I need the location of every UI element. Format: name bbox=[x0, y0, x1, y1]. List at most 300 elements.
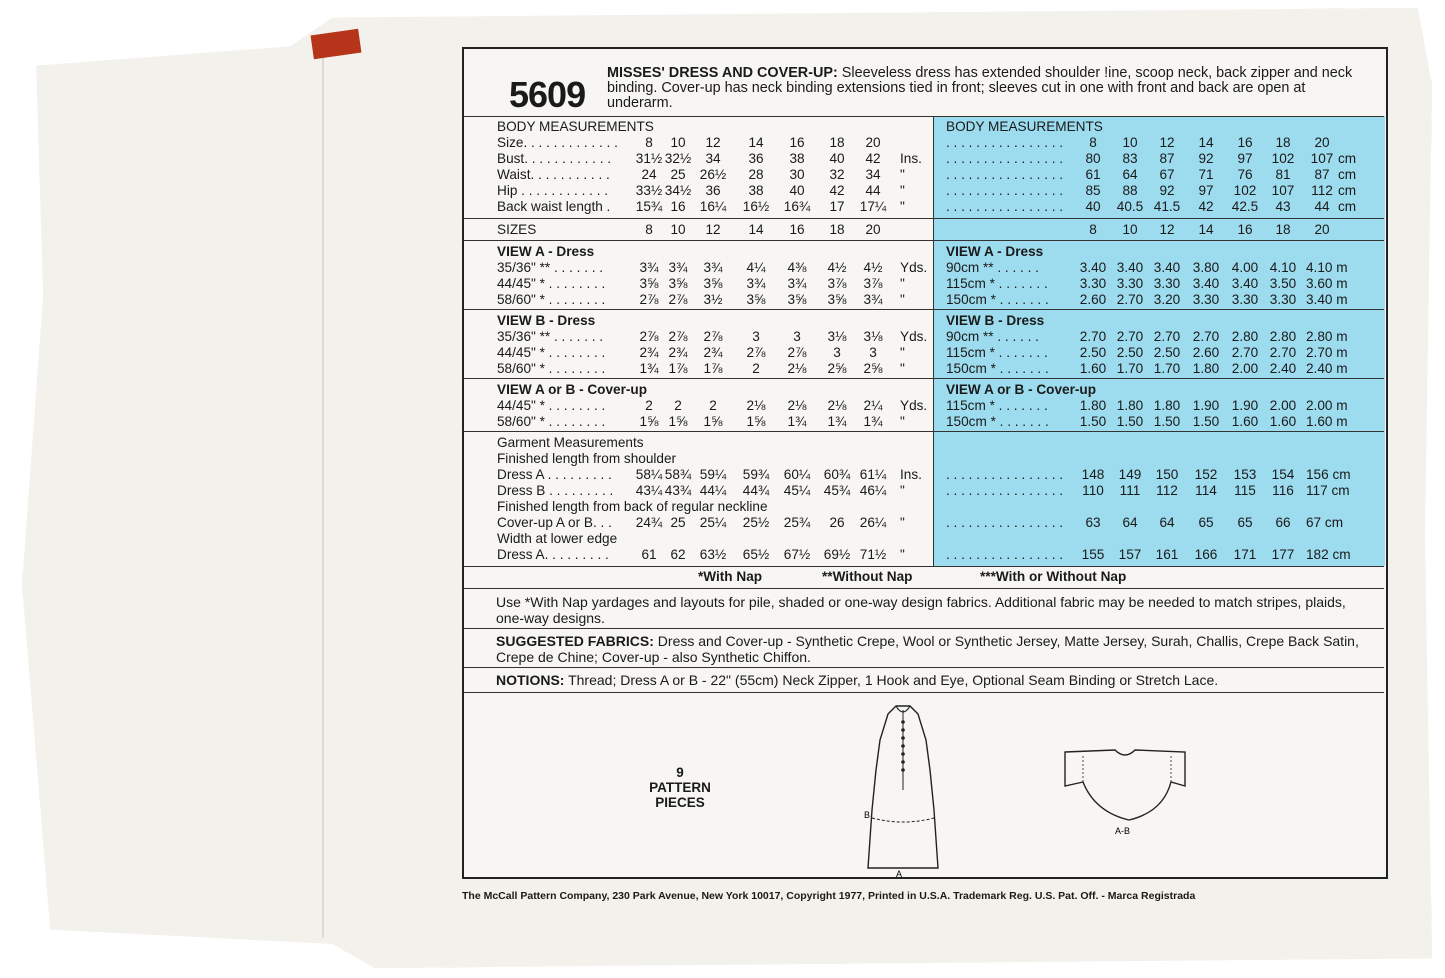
body-measurements-header: BODY MEASUREMENTS bbox=[497, 119, 654, 134]
fabric-width-label: 58/60" * . . . . . . . . bbox=[497, 414, 606, 429]
size-value: 12 bbox=[705, 222, 721, 237]
coverup-length: 25¼ bbox=[699, 515, 727, 530]
metric-body-value: 71 bbox=[1198, 167, 1214, 182]
yardage-value: 2 bbox=[674, 398, 682, 413]
body-value: 42 bbox=[829, 183, 845, 198]
description-title: MISSES' DRESS AND COVER-UP: bbox=[607, 65, 838, 81]
body-value: 40 bbox=[829, 151, 845, 166]
metric-dress-b-length: 110 bbox=[1082, 483, 1104, 498]
body-value: 16 bbox=[789, 135, 805, 150]
metric-body-value: 44 bbox=[1314, 199, 1330, 214]
coverup-label: A-B bbox=[1115, 826, 1131, 836]
body-value: 34 bbox=[865, 167, 881, 182]
metric-yardage-value: 1.80 bbox=[1116, 398, 1144, 413]
metric-dress-b-length: 111 bbox=[1119, 483, 1141, 498]
metric-yardage-value: 2.70 bbox=[1192, 329, 1220, 344]
metric-fabric-width-label: 115cm * . . . . . . . bbox=[946, 345, 1048, 360]
metric-coverup-length: 67 cm bbox=[1306, 515, 1344, 530]
metric-dress-a-length: 153 bbox=[1233, 467, 1257, 482]
metric-body-value: 10 bbox=[1122, 135, 1138, 150]
metric-body-value: 83 bbox=[1122, 151, 1138, 166]
yardage-value: 4¼ bbox=[746, 260, 766, 275]
metric-yardage-value: 4.00 bbox=[1231, 260, 1259, 275]
metric-body-value: 76 bbox=[1237, 167, 1253, 182]
metric-yardage-value: 3.50 bbox=[1269, 276, 1297, 291]
metric-width-value: 157 bbox=[1118, 547, 1142, 562]
metric-coverup-length: 63 bbox=[1085, 515, 1101, 530]
fabric-width-label: 44/45" * . . . . . . . . bbox=[497, 398, 606, 413]
metric-yardage-value: 3.40 bbox=[1116, 260, 1144, 275]
size-value: 20 bbox=[865, 222, 881, 237]
metric-dot-leader: . . . . . . . . . . . . . . . . bbox=[946, 199, 1064, 214]
metric-yardage-value: 2.50 bbox=[1116, 345, 1144, 360]
metric-dot-leader: . . . . . . . . . . . . . . . . bbox=[946, 135, 1064, 150]
metric-yardage-value: 1.60 bbox=[1269, 414, 1297, 429]
table-divider bbox=[463, 566, 1384, 567]
body-value: 16¼ bbox=[699, 199, 727, 214]
table-divider bbox=[463, 240, 1384, 241]
yardage-value: 2⅞ bbox=[668, 292, 688, 307]
metric-yardage-value: 2.70 bbox=[1116, 292, 1144, 307]
dress-b-length: 44¾ bbox=[742, 483, 770, 498]
unit-label: " bbox=[900, 547, 905, 562]
size-value: 10 bbox=[670, 222, 686, 237]
yardage-value: 4½ bbox=[863, 260, 883, 275]
notions bbox=[496, 672, 1366, 688]
metric-yardage-value: 2.80 bbox=[1269, 329, 1297, 344]
yardage-value: 3¾ bbox=[703, 260, 723, 275]
metric-yardage-value: 1.60 bbox=[1079, 361, 1107, 376]
metric-fabric-width-label: 90cm ** . . . . . . bbox=[946, 260, 1039, 275]
metric-body-value: 85 bbox=[1085, 183, 1101, 198]
unit-label: " bbox=[900, 361, 905, 376]
metric-yardage-value: 1.50 bbox=[1079, 414, 1107, 429]
width-dress-a-label: Dress A. . . . . . . . . bbox=[497, 547, 609, 562]
metric-body-value: 87 bbox=[1159, 151, 1175, 166]
metric-width-value: 166 bbox=[1194, 547, 1218, 562]
table-divider bbox=[463, 378, 1384, 379]
yardage-value: 2 bbox=[709, 398, 717, 413]
dress-a-length: 59¾ bbox=[742, 467, 770, 482]
width-value: 63½ bbox=[699, 547, 727, 562]
yardage-value: 1¾ bbox=[863, 414, 883, 429]
unit-label: " bbox=[900, 483, 905, 498]
metric-body-value: 107 bbox=[1310, 151, 1334, 166]
metric-body-value: 80 bbox=[1085, 151, 1101, 166]
metric-yardage-value: 3.40 bbox=[1153, 260, 1181, 275]
metric-yardage-value: 2.80 bbox=[1231, 329, 1259, 344]
metric-coverup-length: 65 bbox=[1237, 515, 1253, 530]
metric-yardage-value: 2.70 bbox=[1231, 345, 1259, 360]
unit-label: Ins. bbox=[900, 151, 922, 166]
metric-yardage-value: 1.90 bbox=[1192, 398, 1220, 413]
dress-a-length: 60¼ bbox=[783, 467, 811, 482]
metric-dress-a-length: 148 bbox=[1081, 467, 1105, 482]
metric-body-value: 40 bbox=[1085, 199, 1101, 214]
yardage-value: 3⅞ bbox=[827, 276, 847, 291]
metric-coverup-length: 64 bbox=[1122, 515, 1138, 530]
yardage-value: 4½ bbox=[827, 260, 847, 275]
section-title: VIEW B - Dress bbox=[497, 313, 596, 328]
pattern-number: 5609 bbox=[509, 74, 586, 115]
body-row-label: Hip . . . . . . . . . . . . bbox=[497, 183, 609, 198]
metric-size-value: 8 bbox=[1089, 222, 1097, 237]
metric-yardage-value: 2.80 m bbox=[1306, 329, 1348, 344]
metric-yardage-value: 2.40 m bbox=[1306, 361, 1348, 376]
coverup-length: 25¾ bbox=[783, 515, 811, 530]
metric-dress-a-length: 154 bbox=[1271, 467, 1295, 482]
dress-b-length: 43¼ bbox=[635, 483, 663, 498]
metric-dress-a-length: 150 bbox=[1155, 467, 1179, 482]
yardage-value: 2⅞ bbox=[668, 329, 688, 344]
width-value: 65½ bbox=[742, 547, 770, 562]
metric-dress-b-length: 114 bbox=[1195, 483, 1217, 498]
divider bbox=[463, 692, 1384, 693]
sizes-label: SIZES bbox=[497, 222, 537, 237]
dress-a-length: 61¼ bbox=[859, 467, 887, 482]
metric-yardage-value: 2.70 m bbox=[1306, 345, 1348, 360]
unit-label: " bbox=[900, 414, 905, 429]
metric-yardage-value: 1.50 bbox=[1153, 414, 1181, 429]
fabrics-label: SUGGESTED FABRICS: bbox=[496, 633, 654, 649]
metric-body-value: 41.5 bbox=[1153, 199, 1181, 214]
yardage-value: 1⅝ bbox=[668, 414, 688, 429]
metric-coverup-length: 65 bbox=[1198, 515, 1214, 530]
metric-body-value: 18 bbox=[1275, 135, 1291, 150]
yardage-value: 1⅝ bbox=[703, 414, 723, 429]
body-value: 16½ bbox=[742, 199, 770, 214]
width-value: 67½ bbox=[783, 547, 811, 562]
yardage-value: 1¾ bbox=[827, 414, 847, 429]
body-row-label: Bust. . . . . . . . . . . . bbox=[497, 151, 612, 166]
yardage-value: 3⅝ bbox=[668, 276, 688, 291]
metric-body-value: 8 bbox=[1089, 135, 1097, 150]
section-title: VIEW A - Dress bbox=[497, 244, 595, 259]
metric-yardage-value: 3.20 bbox=[1153, 292, 1181, 307]
metric-body-value: 64 bbox=[1122, 167, 1138, 182]
metric-dress-b-length: 116 bbox=[1272, 483, 1294, 498]
description-text: Sleeveless dress has extended shoulder !ine, scoop neck, back zipper and neck binding. Cover-up has neck binding extensions tied in front; sleeves cut in one with front and back are open at underarm. bbox=[607, 65, 1353, 111]
metric-dress-a-length: 156 cm bbox=[1306, 467, 1351, 482]
metric-yardage-value: 3.30 bbox=[1192, 292, 1220, 307]
unit-label: cm bbox=[1338, 183, 1357, 198]
metric-coverup-length: 66 bbox=[1275, 515, 1291, 530]
yardage-value: 3⅛ bbox=[827, 329, 847, 344]
width-value: 71½ bbox=[859, 547, 887, 562]
metric-size-value: 10 bbox=[1122, 222, 1138, 237]
body-value: 12 bbox=[705, 135, 721, 150]
coverup-length: 26 bbox=[829, 515, 845, 530]
fabric-width-label: 44/45" * . . . . . . . . bbox=[497, 345, 606, 360]
yardage-value: 2⅛ bbox=[787, 361, 807, 376]
table-divider bbox=[463, 218, 1384, 219]
metric-width-value: 182 cm bbox=[1306, 547, 1351, 562]
pieces-number: 9 bbox=[676, 765, 684, 780]
envelope-fold bbox=[322, 38, 324, 938]
unit-label: Ins. bbox=[900, 467, 922, 482]
unit-label: " bbox=[900, 183, 905, 198]
metric-yardage-value: 1.70 bbox=[1116, 361, 1144, 376]
nap-paragraph: Use *With Nap yardages and layouts for pile, shaded or one-way design fabrics. Additional fabric may be needed to match stripes, plaids, one-way designs. bbox=[496, 594, 1346, 626]
metric-dress-b-length: 115 bbox=[1234, 483, 1256, 498]
coverup-sketch bbox=[1055, 740, 1195, 840]
yardage-value: 3¾ bbox=[787, 276, 807, 291]
yardage-value: 1⅝ bbox=[639, 414, 659, 429]
metric-yardage-value: 2.70 bbox=[1269, 345, 1297, 360]
metric-dot-leader: . . . . . . . . . . . . . . . . bbox=[946, 547, 1064, 562]
yardage-value: 2⅝ bbox=[827, 361, 847, 376]
dress-b-length: 45¼ bbox=[783, 483, 811, 498]
metric-yardage-value: 1.80 bbox=[1192, 361, 1220, 376]
metric-yardage-value: 2.60 bbox=[1079, 292, 1107, 307]
body-value: 16¾ bbox=[783, 199, 811, 214]
metric-body-value: 42 bbox=[1198, 199, 1214, 214]
yardage-value: 1¾ bbox=[639, 361, 659, 376]
dress-b-length: 44¼ bbox=[699, 483, 727, 498]
body-value: 36 bbox=[748, 151, 764, 166]
metric-yardage-value: 2.00 bbox=[1231, 361, 1259, 376]
width-value: 69½ bbox=[823, 547, 851, 562]
metric-body-measurements-header: BODY MEASUREMENTS bbox=[946, 119, 1103, 134]
yardage-value: 3¾ bbox=[639, 260, 659, 275]
metric-yardage-value: 3.30 bbox=[1079, 276, 1107, 291]
size-value: 18 bbox=[829, 222, 845, 237]
unit-label: " bbox=[900, 167, 905, 182]
yardage-value: 3⅝ bbox=[787, 292, 807, 307]
fabrics-text: Dress and Cover-up - Synthetic Crepe, Wool or Synthetic Jersey, Matte Jersey, Surah, Challis, Crepe Back Satin, Crepe de Chine; Cover-up - also Synthetic Chiffon. bbox=[496, 633, 1359, 665]
metric-size-value: 12 bbox=[1159, 222, 1175, 237]
yardage-value: 2⅛ bbox=[746, 398, 766, 413]
metric-yardage-value: 4.10 m bbox=[1306, 260, 1348, 275]
yardage-value: 2⅞ bbox=[639, 292, 659, 307]
unit-label: " bbox=[900, 199, 905, 214]
yardage-value: 3 bbox=[793, 329, 801, 344]
metric-body-value: 102 bbox=[1233, 183, 1257, 198]
metric-width-value: 161 bbox=[1155, 547, 1179, 562]
yardage-value: 3¾ bbox=[863, 292, 883, 307]
body-value: 10 bbox=[670, 135, 686, 150]
body-value: 38 bbox=[748, 183, 764, 198]
yardage-value: 3⅛ bbox=[863, 329, 883, 344]
metric-fabric-width-label: 150cm * . . . . . . . bbox=[946, 361, 1049, 376]
dress-b-length: 46¼ bbox=[859, 483, 887, 498]
metric-section-title: VIEW A - Dress bbox=[946, 244, 1044, 259]
metric-yardage-value: 2.00 bbox=[1269, 398, 1297, 413]
metric-body-value: 97 bbox=[1198, 183, 1214, 198]
body-value: 17¼ bbox=[859, 199, 887, 214]
metric-yardage-value: 3.40 bbox=[1231, 276, 1259, 291]
yardage-value: 2 bbox=[752, 361, 760, 376]
unit-label: Yds. bbox=[900, 398, 928, 413]
width-value: 62 bbox=[670, 547, 686, 562]
coverup-length: 26¼ bbox=[859, 515, 887, 530]
metric-dot-leader: . . . . . . . . . . . . . . . . bbox=[946, 467, 1064, 482]
metric-body-value: 107 bbox=[1271, 183, 1295, 198]
body-row-label: Back waist length . bbox=[497, 199, 611, 214]
body-value: 28 bbox=[748, 167, 764, 182]
publisher-footer: The McCall Pattern Company, 230 Park Avenue, New York 10017, Copyright 1977, Printed in U.S.A. Trademark Reg. U.S. Pat. Off. - Marca Registrada bbox=[462, 890, 1196, 902]
metric-body-value: 87 bbox=[1314, 167, 1330, 182]
yardage-value: 1⅞ bbox=[668, 361, 688, 376]
yardage-value: 2⅞ bbox=[787, 345, 807, 360]
yardage-value: 2⅛ bbox=[787, 398, 807, 413]
body-value: 42 bbox=[865, 151, 881, 166]
metric-yardage-value: 1.70 bbox=[1153, 361, 1181, 376]
dress-a-label: Dress A . . . . . . . . . bbox=[497, 467, 612, 482]
body-value: 44 bbox=[865, 183, 881, 198]
metric-dot-leader: . . . . . . . . . . . . . . . . bbox=[946, 151, 1064, 166]
dress-a-label: A bbox=[896, 869, 903, 878]
width-lower-edge: Width at lower edge bbox=[497, 531, 618, 546]
metric-body-value: 112 bbox=[1311, 183, 1333, 198]
metric-yardage-value: 2.50 bbox=[1153, 345, 1181, 360]
pieces-line2: PIECES bbox=[655, 795, 705, 810]
metric-size-value: 20 bbox=[1314, 222, 1330, 237]
yardage-value: 3 bbox=[833, 345, 841, 360]
metric-yardage-value: 3.30 bbox=[1269, 292, 1297, 307]
metric-yardage-value: 2.70 bbox=[1116, 329, 1144, 344]
metric-dress-a-length: 152 bbox=[1194, 467, 1218, 482]
finished-length-shoulder: Finished length from shoulder bbox=[497, 451, 677, 466]
suggested-fabrics bbox=[496, 633, 1366, 665]
metric-body-value: 102 bbox=[1271, 151, 1295, 166]
divider bbox=[463, 667, 1384, 668]
metric-dot-leader: . . . . . . . . . . . . . . . . bbox=[946, 515, 1064, 530]
metric-section-title: VIEW A or B - Cover-up bbox=[946, 382, 1097, 397]
yardage-value: 3⅞ bbox=[863, 276, 883, 291]
metric-yardage-value: 1.90 bbox=[1231, 398, 1259, 413]
table-divider bbox=[463, 309, 1384, 310]
yardage-value: 3⅝ bbox=[703, 276, 723, 291]
yardage-value: 2⅞ bbox=[703, 329, 723, 344]
note-with-or-without-nap: ***With or Without Nap bbox=[980, 569, 1127, 584]
metric-yardage-value: 1.60 bbox=[1231, 414, 1259, 429]
size-value: 16 bbox=[789, 222, 805, 237]
body-value: 33½ bbox=[635, 183, 663, 198]
yardage-value: 3¾ bbox=[746, 276, 766, 291]
yardage-value: 4⅜ bbox=[787, 260, 807, 275]
fabric-width-label: 35/36" ** . . . . . . . bbox=[497, 260, 604, 275]
body-value: 20 bbox=[865, 135, 881, 150]
metric-width-value: 177 bbox=[1271, 547, 1295, 562]
metric-yardage-value: 4.10 bbox=[1269, 260, 1297, 275]
notions-text: Thread; Dress A or B - 22" (55cm) Neck Zipper, 1 Hook and Eye, Optional Seam Binding or Stretch Lace. bbox=[564, 672, 1219, 688]
body-value: 24 bbox=[641, 167, 657, 182]
width-value: 61 bbox=[641, 547, 657, 562]
metric-yardage-value: 3.60 m bbox=[1306, 276, 1348, 291]
metric-body-value: 40.5 bbox=[1116, 199, 1144, 214]
metric-body-value: 81 bbox=[1275, 167, 1291, 182]
yardage-value: 1⅞ bbox=[703, 361, 723, 376]
unit-label: cm bbox=[1338, 151, 1357, 166]
metric-yardage-value: 1.50 bbox=[1192, 414, 1220, 429]
unit-label: Yds. bbox=[900, 329, 928, 344]
section-title: VIEW A or B - Cover-up bbox=[497, 382, 648, 397]
metric-fabric-width-label: 150cm * . . . . . . . bbox=[946, 292, 1049, 307]
yardage-value: 3¾ bbox=[668, 260, 688, 275]
dress-b-label: Dress B . . . . . . . . . bbox=[497, 483, 614, 498]
unit-label: " bbox=[900, 276, 905, 291]
metric-body-value: 67 bbox=[1159, 167, 1175, 182]
body-value: 14 bbox=[748, 135, 764, 150]
size-value: 14 bbox=[748, 222, 764, 237]
dress-sketch bbox=[858, 700, 948, 878]
dress-a-length: 60¾ bbox=[823, 467, 851, 482]
yardage-value: 3 bbox=[752, 329, 760, 344]
metric-body-value: 92 bbox=[1159, 183, 1175, 198]
body-value: 26½ bbox=[699, 167, 727, 182]
unit-label: " bbox=[900, 345, 905, 360]
unit-label: " bbox=[900, 515, 905, 530]
body-value: 30 bbox=[789, 167, 805, 182]
yardage-value: 2¾ bbox=[668, 345, 688, 360]
metric-fabric-width-label: 115cm * . . . . . . . bbox=[946, 276, 1048, 291]
metric-body-value: 43 bbox=[1275, 199, 1291, 214]
body-value: 38 bbox=[789, 151, 805, 166]
metric-dot-leader: . . . . . . . . . . . . . . . . bbox=[946, 167, 1064, 182]
size-value: 8 bbox=[645, 222, 653, 237]
body-value: 8 bbox=[645, 135, 653, 150]
body-value: 34½ bbox=[664, 183, 692, 198]
yardage-value: 2¾ bbox=[703, 345, 723, 360]
metric-body-value: 12 bbox=[1159, 135, 1175, 150]
metric-body-value: 14 bbox=[1198, 135, 1214, 150]
notions-label: NOTIONS: bbox=[496, 672, 565, 688]
body-value: 17 bbox=[829, 199, 845, 214]
metric-yardage-value: 2.40 bbox=[1269, 361, 1297, 376]
yardage-value: 2¾ bbox=[639, 345, 659, 360]
body-value: 16 bbox=[670, 199, 686, 214]
yardage-value: 2⅛ bbox=[827, 398, 847, 413]
dress-a-length: 59¼ bbox=[699, 467, 727, 482]
metric-fabric-width-label: 90cm ** . . . . . . bbox=[946, 329, 1039, 344]
metric-coverup-length: 64 bbox=[1159, 515, 1175, 530]
metric-size-value: 16 bbox=[1237, 222, 1253, 237]
finished-length-neckline: Finished length from back of regular neckline bbox=[497, 499, 768, 514]
yardage-value: 1⅝ bbox=[746, 414, 766, 429]
dress-a-length: 58¼ bbox=[635, 467, 663, 482]
body-row-label: Size. . . . . . . . . . . . . bbox=[497, 135, 618, 150]
yardage-value: 3⅝ bbox=[746, 292, 766, 307]
metric-width-value: 155 bbox=[1081, 547, 1105, 562]
metric-body-value: 61 bbox=[1085, 167, 1101, 182]
metric-yardage-value: 2.00 m bbox=[1306, 398, 1348, 413]
table-divider bbox=[463, 116, 1384, 117]
metric-yardage-value: 1.50 bbox=[1116, 414, 1144, 429]
metric-body-value: 92 bbox=[1198, 151, 1214, 166]
body-value: 40 bbox=[789, 183, 805, 198]
yardage-value: 2¼ bbox=[863, 398, 883, 413]
metric-yardage-value: 2.70 bbox=[1153, 329, 1181, 344]
metric-size-value: 14 bbox=[1198, 222, 1214, 237]
metric-body-value: 20 bbox=[1314, 135, 1330, 150]
body-value: 36 bbox=[705, 183, 721, 198]
metric-dot-leader: . . . . . . . . . . . . . . . . bbox=[946, 183, 1064, 198]
pattern-description bbox=[607, 66, 1367, 111]
metric-fabric-width-label: 150cm * . . . . . . . bbox=[946, 414, 1049, 429]
yardage-value: 2 bbox=[645, 398, 653, 413]
yardage-value: 3⅝ bbox=[827, 292, 847, 307]
yardage-value: 3 bbox=[869, 345, 877, 360]
fabric-width-label: 58/60" * . . . . . . . . bbox=[497, 361, 606, 376]
yardage-value: 3½ bbox=[703, 292, 723, 307]
metric-dress-b-length: 112 bbox=[1156, 483, 1178, 498]
divider bbox=[463, 628, 1384, 629]
metric-yardage-value: 2.70 bbox=[1079, 329, 1107, 344]
note-with-nap: *With Nap bbox=[698, 569, 763, 584]
unit-label: cm bbox=[1338, 199, 1357, 214]
yardage-value: 1¾ bbox=[787, 414, 807, 429]
